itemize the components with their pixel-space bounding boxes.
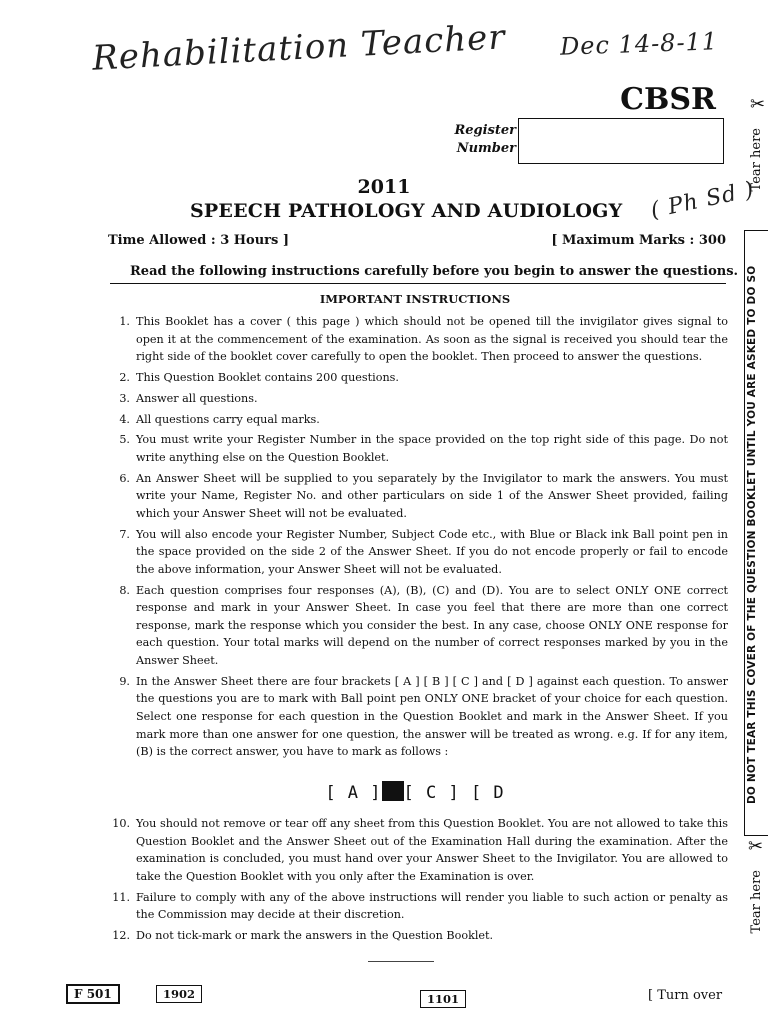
answer-option-b-filled [382,781,404,801]
tear-warning-text: DO NOT TEAR THIS COVER OF THE QUESTION BOOKLET UNTIL YOU ARE ASKED TO DO SO [746,265,758,805]
instruction-text: An Answer Sheet will be supplied to you separately by the Invigilator to mark the answers. You must write your Name, Register No. and other particulars on side 1 of the Answer Sheet provided, failing which your Answer Sheet will not be evaluated. [136,471,728,520]
instruction-item [108,411,728,429]
instruction-text: All questions carry equal marks. [136,412,320,426]
instruction-item [108,927,728,945]
scissors-icon: ✂ [748,836,764,857]
answer-option-d: [ D [470,783,505,803]
register-number-label [446,122,516,158]
instruction-number: 3. [119,391,130,405]
instruction-item [108,313,728,366]
instruction-number: 2. [119,370,130,384]
read-instructions-line: Read the following instructions carefully before you begin to answer the questions. [130,264,739,279]
register-label-line2: Number [456,141,516,156]
instruction-text: Answer all questions. [136,391,258,405]
instruction-text: You should not remove or tear off any sheet from this Question Booklet. You are not allowed to take this Question Booklet and the Answer Sheet out of the Examination Hall during the examination. After the examination is concluded, you must hand over your Answer Sheet to the Invigilator. You are allowed to take the Question Booklet with you only after the Examination is over. [136,817,728,883]
instruction-item [108,582,728,670]
instruction-text: This Booklet has a cover ( this page ) which should not be opened till the invigilator gives signal to open it at the commencement of the examination. As soon as the signal is received you should tear the right side of the booklet cover carefully to open the booklet. Then proceed to answer the questions. [136,315,728,364]
series-code: 1902 [156,985,202,1003]
answer-option-a: [ A ] [325,783,382,803]
instruction-number: 6. [119,471,130,485]
instruction-item [108,673,728,761]
org-code: CBSR [620,82,716,117]
handwritten-date: Dec 14-8-11 [559,27,719,61]
instruction-number: 11. [112,890,130,904]
instruction-item [108,889,728,924]
instruction-item [108,815,728,885]
register-label-line1: Register [454,123,516,138]
register-number-box[interactable] [518,118,724,164]
time-allowed: Time Allowed : 3 Hours ] [108,233,290,248]
instructions-list [108,313,728,764]
instruction-text: Do not tick-mark or mark the answers in the Question Booklet. [136,928,494,942]
instruction-number: 5. [119,433,130,447]
instruction-item [108,470,728,523]
instruction-item [108,526,728,579]
handwritten-note: ( Ph Sd ) [648,177,757,224]
instruction-item [108,390,728,408]
instruction-item [108,369,728,387]
instruction-item [108,431,728,466]
scissors-icon: ✂ [750,94,766,115]
tear-here-label: Tear here [749,128,764,192]
important-instructions-heading: IMPORTANT INSTRUCTIONS [319,292,511,306]
instructions-list-continued [108,815,728,948]
instruction-number: 10. [112,817,130,830]
turn-over-note: [ Turn over [648,988,723,1003]
answer-example [0,781,768,803]
instruction-text: Each question comprises four responses (A), (B), (C) and (D). You are to select ONLY ONE correct response and mark in your Answer Sheet. In case you feel that there are more than one correct response, mark the response which you consider the best. In any case, choose ONLY ONE response for each question. Your total marks will depend on the number of correct responses marked by you in the Answer Sheet. [136,583,728,667]
answer-option-c: [ C ] [403,783,460,803]
exam-year: 2011 [357,176,411,198]
subject-title: SPEECH PATHOLOGY AND AUDIOLOGY [190,200,623,222]
instruction-number: 7. [119,527,130,541]
divider [110,283,726,284]
instruction-text: You must write your Register Number in the space provided on the top right side of this page. Do not write anything else on the Question Booklet. [136,433,728,464]
instruction-text: Failure to comply with any of the above instructions will render you liable to such action or penalty as the Commission may decide at their discretion. [136,890,728,922]
instruction-number: 9. [119,674,130,688]
booklet-code: F 501 [66,984,120,1004]
instruction-number: 12. [112,928,130,942]
instruction-text: This Question Booklet contains 200 questions. [136,370,399,384]
bottom-divider [368,961,434,962]
tear-here-label: Tear here [749,870,764,934]
maximum-marks: [ Maximum Marks : 300 [551,233,726,248]
instruction-number: 1. [119,315,130,328]
instruction-text: In the Answer Sheet there are four brackets [ A ] [ B ] [ C ] and [ D ] against each question. To answer the questions you are to mark with Ball point pen ONLY ONE bracket of your choice for each question. Select one response for each question in the Question Booklet and mark in the Answer Sheet. If you mark more than one answer for one question, the answer will be treated as wrong. e.g. If for any item, (B) is the correct answer, you have to mark as follows : [136,674,728,759]
subject-code: 1101 [420,990,466,1008]
instruction-number: 4. [119,412,130,426]
instruction-text: You will also encode your Register Number, Subject Code etc., with Blue or Black ink Ball point pen in the space provided on the side 2 of the Answer Sheet. If you do not encode properly or fail to encode the above information, your Answer Sheet will not be evaluated. [136,527,728,576]
instruction-number: 8. [119,583,130,597]
handwritten-title: Rehabilitation Teacher [91,17,507,79]
